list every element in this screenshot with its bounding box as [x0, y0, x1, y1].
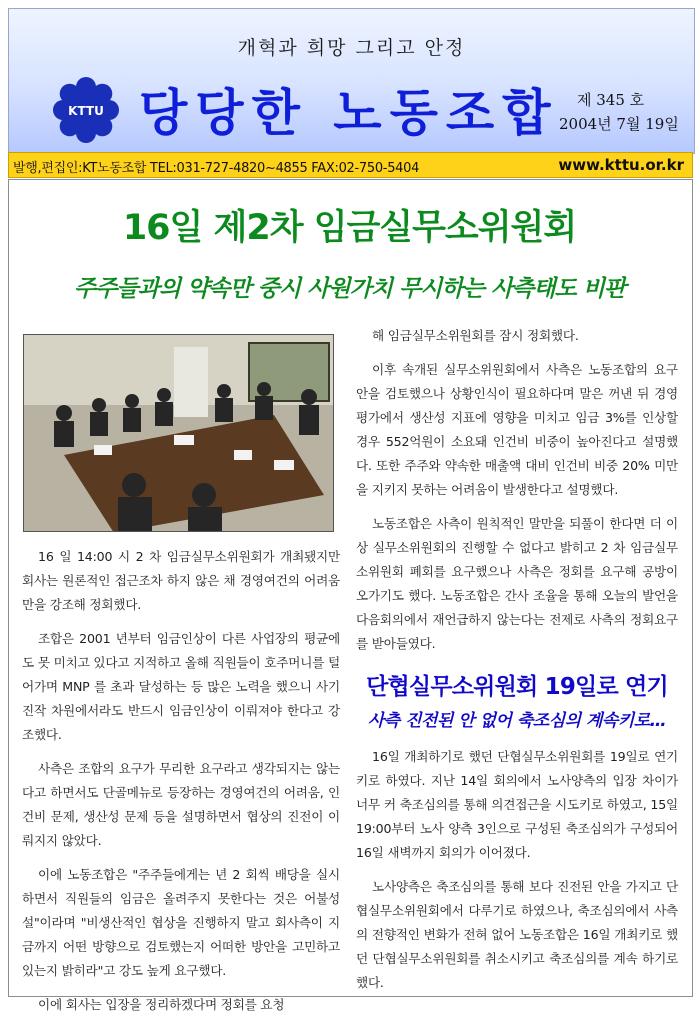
paragraph: 이에 회사는 입장을 정리하겠다며 정회를 요청: [38, 997, 285, 1012]
main-headline: 16일 제2차 임금실무소위원회: [122, 208, 577, 248]
issue-number: 제 345 호: [577, 91, 645, 109]
article-column-3: [356, 745, 678, 995]
logo-text: KTTU: [68, 104, 104, 118]
slogan: 개혁과 희망 그리고 안정: [237, 37, 466, 59]
second-headline: 단협실무소위원회 19일로 연기: [366, 674, 668, 700]
meeting-photo: [23, 334, 334, 532]
masthead: [8, 8, 695, 154]
paragraph: 사측은 조합의 요구가 무리한 요구라고 생각되지는 않는다고 하면서도 단골메뉴로 등장하는 경영여건의 어려움, 인건비 문제, 생산성 문제 등을 설명하면서 협상의 진전이 이뤄지지 않았다.: [22, 761, 340, 848]
main-subheadline: 주주들과의 약속만 중시 사원가치 무시하는 사측태도 비판: [73, 276, 626, 302]
paragraph: 조합은 2001 년부터 임금인상이 다른 사업장의 평균에도 못 미치고 있다고 지적하고 올해 직원들이 호주머니를 털어가며 MNP 를 초과 달성하는 등 많은 노력을 했으니 사기진작 차원에서라도 반드시 임금인상이 이뤄져야 한다고 강조했다.: [22, 631, 340, 742]
publisher-bar: [8, 152, 693, 178]
paragraph: 이에 노동조합은 "주주들에게는 년 2 회씩 배당을 실시하면서 직원들의 임금은 올려주지 못한다는 것은 어불성설"이라며 "비생산적인 협상을 진행하지 말고 회사측이 지금까지 어떤 방향으로 검토했는지 어떠한 방안을 고민하고 있는지 밝히라"고 강도 높게 요구했다.: [22, 867, 340, 978]
article-column-2: [356, 324, 678, 656]
paragraph: 노사양측은 축조심의를 통해 보다 진전된 안을 가지고 단협실무소위원회에서 다루기로 하였으나, 축조심의에서 사측의 전향적인 변화가 전혀 없어 노동조합은 16일 개최키로 했던 단협실무소위원회를 취소시키고 축조심의를 계속 하기로 했다.: [356, 879, 678, 990]
paragraph: 이후 속개된 실무소위원회에서 사측은 노동조합의 요구안을 검토했으나 상황인식이 필요하다며 말은 꺼낸 뒤 경영평가에서 생산성 지표에 영향을 미치고 임금 3%를 인상할 경우 552억원이 소요돼 인건비 비중이 높아진다고 설명했다. 또한 주주와 약속한 매출액 대비 인건비 비중 20% 미만을 지키지 못하는 어려움이 발생한다고 설명했다.: [356, 362, 678, 497]
paragraph: 16일 개최하기로 했던 단협실무소위원회를 19일로 연기키로 하였다. 지난 14일 회의에서 노사양측의 입장 차이가 너무 커 축조심의를 통해 의견접근을 시도키로 하였고, 15일 19:00부터 노사 양측 3인으로 구성된 축조심의가 구성되어 16일 새벽까지 회의가 이어졌다.: [356, 749, 678, 860]
paragraph: 해 임금실무소위원회를 잠시 정회했다.: [372, 328, 579, 343]
paragraph: 노동조합은 사측이 원칙적인 말만을 되풀이 한다면 더 이상 실무소위원회의 진행할 수 없다고 밝히고 2 차 임금실무소위원회 폐회를 요구했으나 사측은 정회를 요구해 공방이 오가기도 했다. 노동조합은 간사 조율을 통해 오늘의 발언을 다음회의에서 재언급하지 않는다는 전제로 사측의 정회요구를 받아들였다.: [356, 516, 678, 651]
paragraph: 16 일 14:00 시 2 차 임금실무소위원회가 개최됐지만 회사는 원론적인 접근조차 하지 않은 채 경영여건의 어려움만을 강조해 정회했다.: [22, 549, 340, 612]
article-column-1: [22, 545, 340, 1017]
issue-date: 2004년 7월 19일: [559, 115, 679, 133]
website-link[interactable]: www.kttu.or.kr: [558, 156, 684, 174]
second-subheadline: 사측 진전된 안 없어 축조심의 계속키로…: [367, 711, 667, 731]
newsletter-title: 당당한 노동조합: [139, 84, 559, 142]
publisher-info: 발행,편집인:KT노동조합 TEL:031-727-4820~4855 FAX:02-750-5404: [13, 161, 420, 176]
kttu-logo: [51, 75, 121, 145]
